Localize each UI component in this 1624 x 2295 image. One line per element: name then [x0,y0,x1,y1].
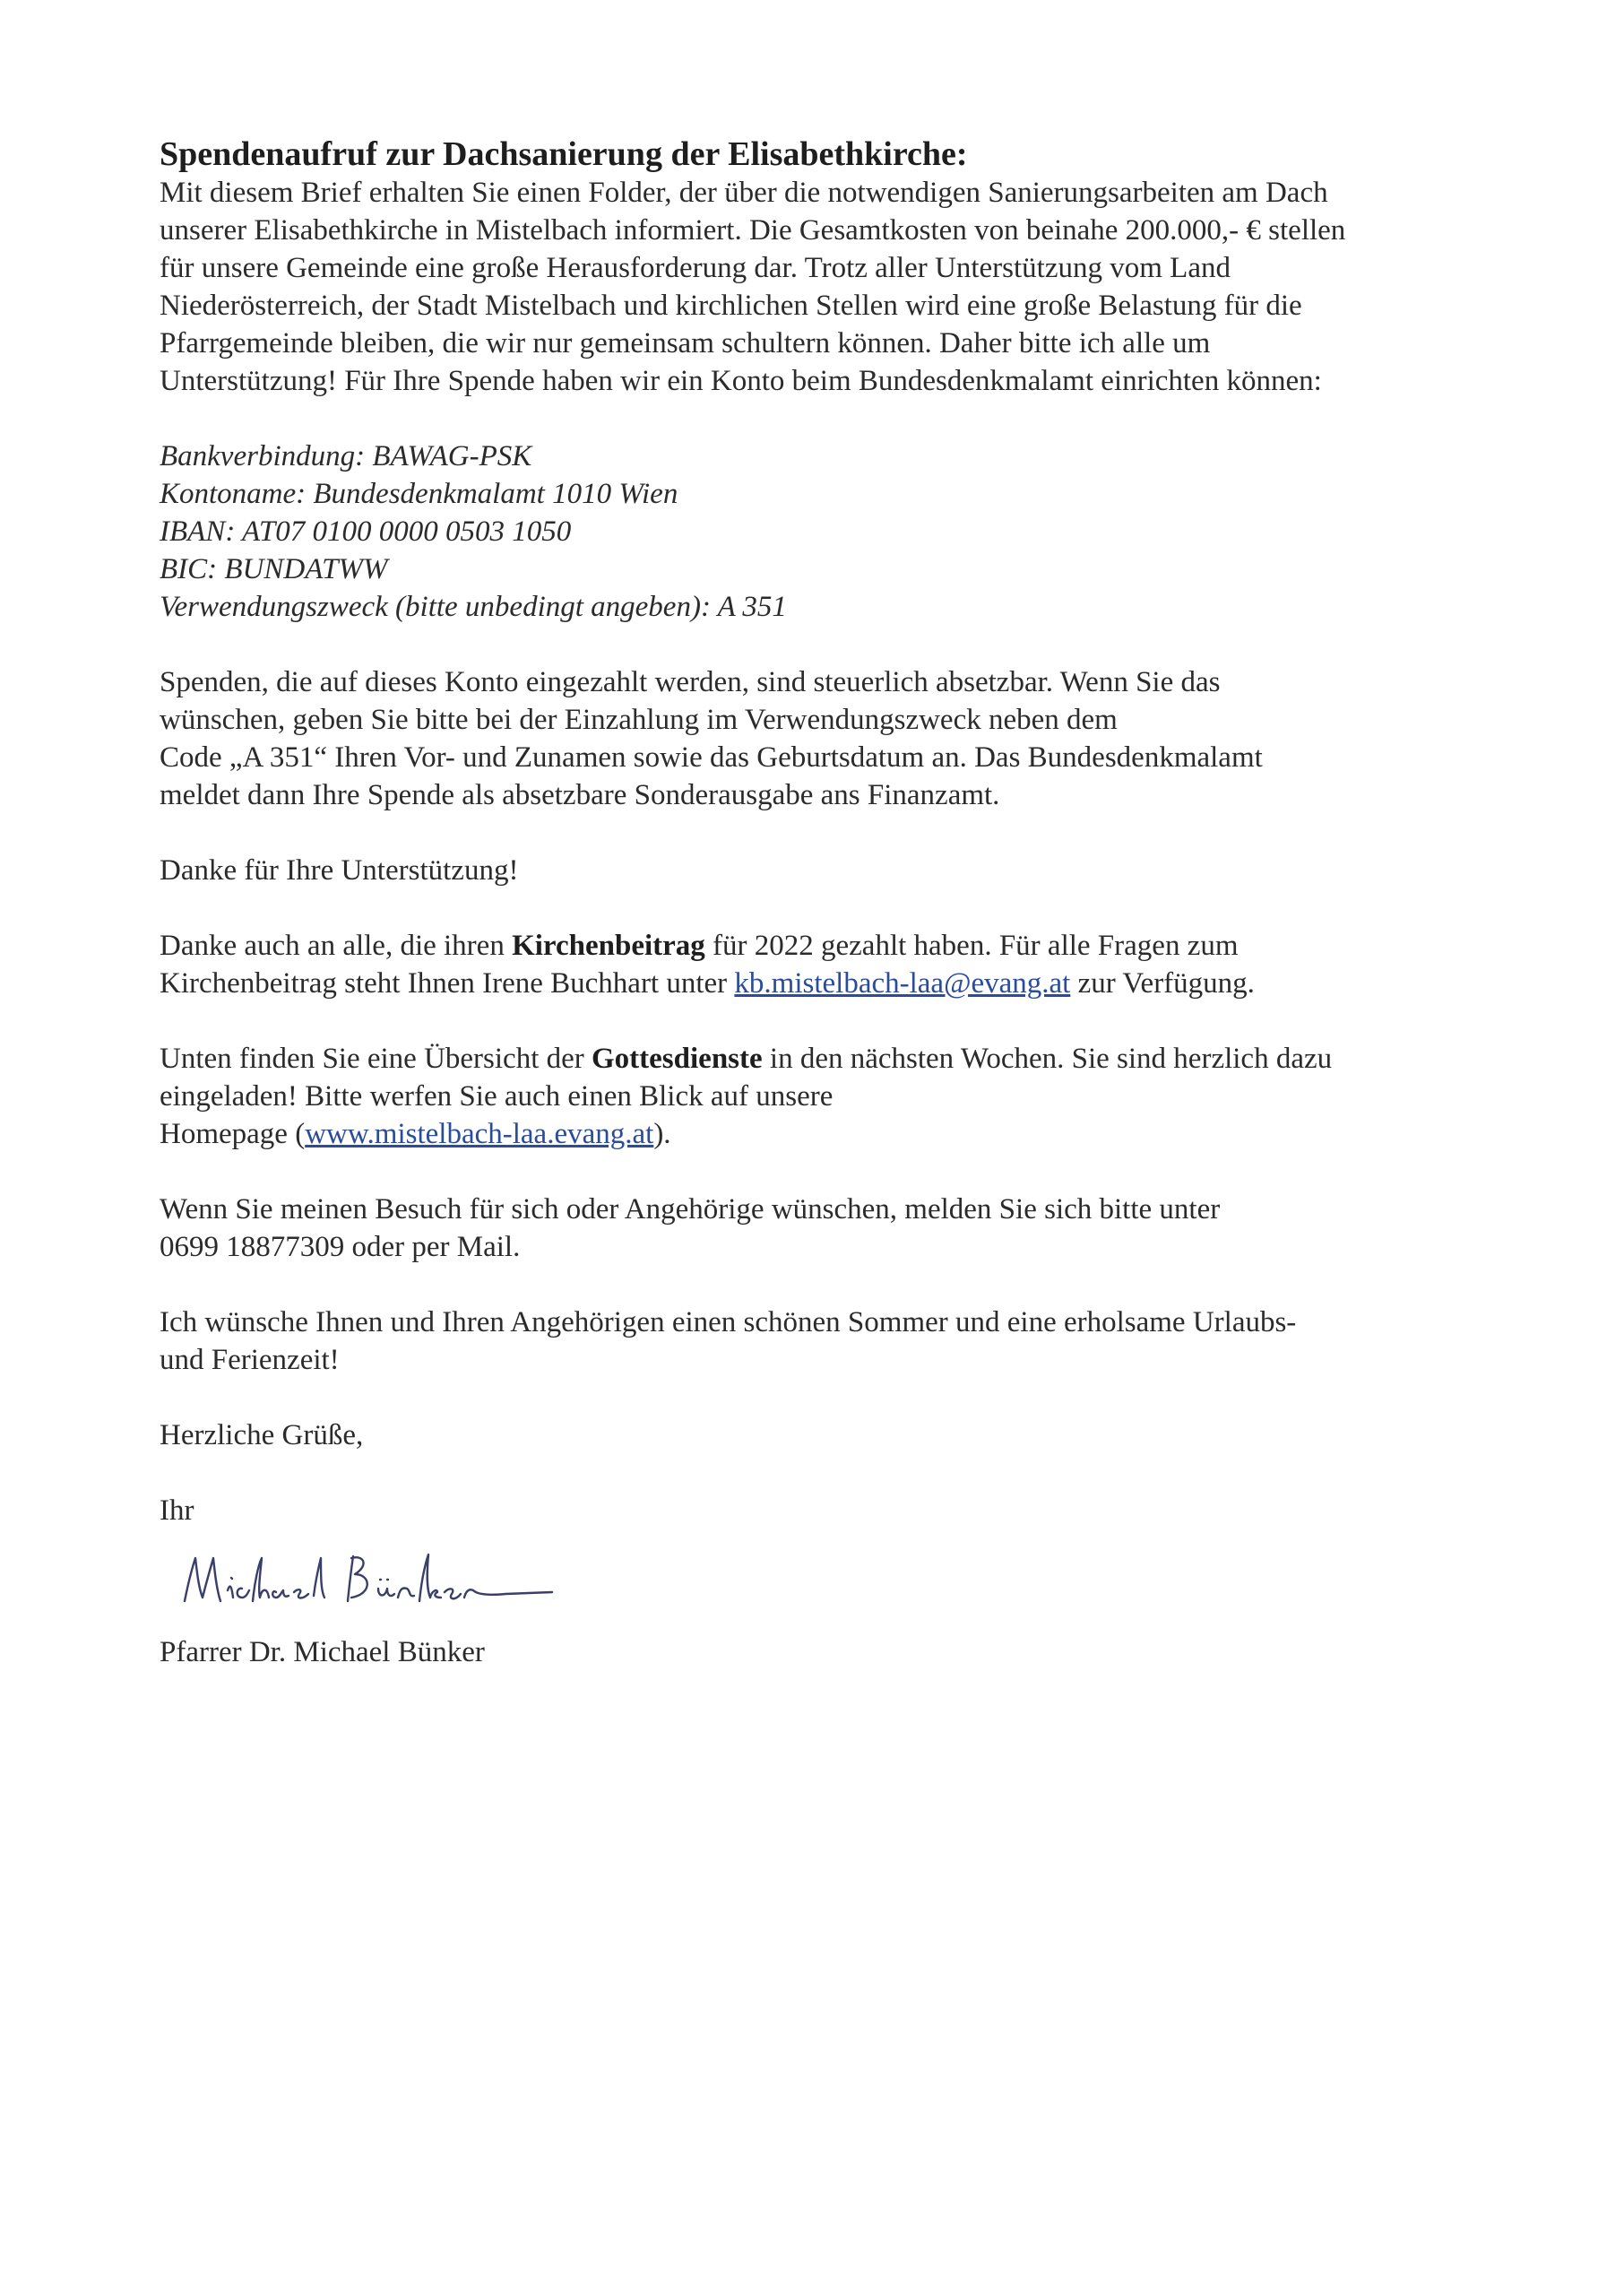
bank-verbindung: Bankverbindung: BAWAG-PSK [160,440,532,472]
thanks-paragraph: Danke für Ihre Unterstützung! [160,854,519,887]
bank-details [160,437,1477,626]
text-span: Danke auch an alle, die ihren [160,930,513,962]
kirchenbeitrag-bold: Kirchenbeitrag [512,930,705,962]
kirchenbeitrag-line [160,927,1477,965]
gottesdienste-line: eingeladen! Bitte werfen Sie auch einen Blick auf unsere [160,1080,834,1113]
gottesdienste-line [160,1040,1477,1078]
intro-line: für unsere Gemeinde eine große Herausforderung dar. Trotz aller Unterstützung vom Land [160,252,1231,284]
tax-paragraph [160,663,1477,814]
bank-verwendungszweck: Verwendungszweck (bitte unbedingt angeben): A 351 [160,591,787,623]
wishes-line: Ich wünsche Ihnen und Ihren Angehörigen einen schönen Sommer und eine erholsame Urlaubs- [160,1306,1297,1338]
text-span: in den nächsten Wochen. Sie sind herzlich dazu [762,1043,1333,1075]
intro-paragraph [160,174,1477,400]
intro-line: Niederösterreich, der Stadt Mistelbach und kirchlichen Stellen wird eine große Belastung für die [160,290,1302,322]
bank-bic: BIC: BUNDATWW [160,553,388,585]
kirchenbeitrag-line [160,965,1477,1002]
tax-line: Spenden, die auf dieses Konto eingezahlt werden, sind steuerlich absetzbar. Wenn Sie das [160,666,1221,698]
letter-heading: Spendenaufruf zur Dachsanierung der Elisabethkirche: [160,135,968,173]
greeting: Herzliche Grüße, [160,1419,364,1451]
besuch-paragraph [160,1191,1477,1266]
intro-line: Unterstützung! Für Ihre Spende haben wir ein Konto beim Bundesdenkmalamt einrichten können: [160,365,1322,397]
text-span: Kirchenbeitrag steht Ihnen Irene Buchhart unter [160,967,735,1000]
kirchenbeitrag-paragraph [160,927,1477,1002]
ihr-label: Ihr [160,1494,194,1527]
letter-page [160,134,1477,1671]
text-span: Homepage ( [160,1118,306,1150]
sender-name: Pfarrer Dr. Michael Bünker [160,1636,485,1668]
text-span: ). [653,1118,671,1150]
tax-line: wünschen, geben Sie bitte bei der Einzahlung im Verwendungszweck neben dem [160,704,1118,736]
gottesdienste-paragraph [160,1040,1477,1153]
text-span: für 2022 gezahlt haben. Für alle Fragen zum [704,930,1239,962]
besuch-line: Wenn Sie meinen Besuch für sich oder Angehörige wünschen, melden Sie sich bitte unter [160,1193,1221,1225]
gottesdienste-line [160,1115,1477,1153]
bank-kontoname: Kontoname: Bundesdenkmalamt 1010 Wien [160,478,678,510]
email-link[interactable]: kb.mistelbach-laa@evang.at [734,967,1071,1000]
intro-line: Pfarrgemeinde bleiben, die wir nur gemeinsam schultern können. Daher bitte ich alle um [160,327,1211,359]
intro-line: unserer Elisabethkirche in Mistelbach informiert. Die Gesamtkosten von beinahe 200.000,- € stellen [160,214,1346,247]
tax-line: meldet dann Ihre Spende als absetzbare Sonderausgabe ans Finanzamt. [160,779,1000,811]
tax-line: Code „A 351“ Ihren Vor- und Zunamen sowie das Geburtsdatum an. Das Bundesdenkmalamt [160,741,1263,774]
wishes-line: und Ferienzeit! [160,1344,340,1376]
signature [172,1538,557,1619]
besuch-line: 0699 18877309 oder per Mail. [160,1231,521,1263]
text-span: Unten finden Sie eine Übersicht der [160,1043,592,1075]
wishes-paragraph [160,1303,1477,1379]
text-span: zur Verfügung. [1070,967,1255,1000]
gottesdienste-bold: Gottesdienste [592,1043,763,1075]
intro-line: Mit diesem Brief erhalten Sie einen Folder, der über die notwendigen Sanierungsarbeiten am Dach [160,177,1328,209]
homepage-link[interactable]: www.mistelbach-laa.evang.at [305,1118,654,1150]
bank-iban: IBAN: AT07 0100 0000 0503 1050 [160,515,572,548]
